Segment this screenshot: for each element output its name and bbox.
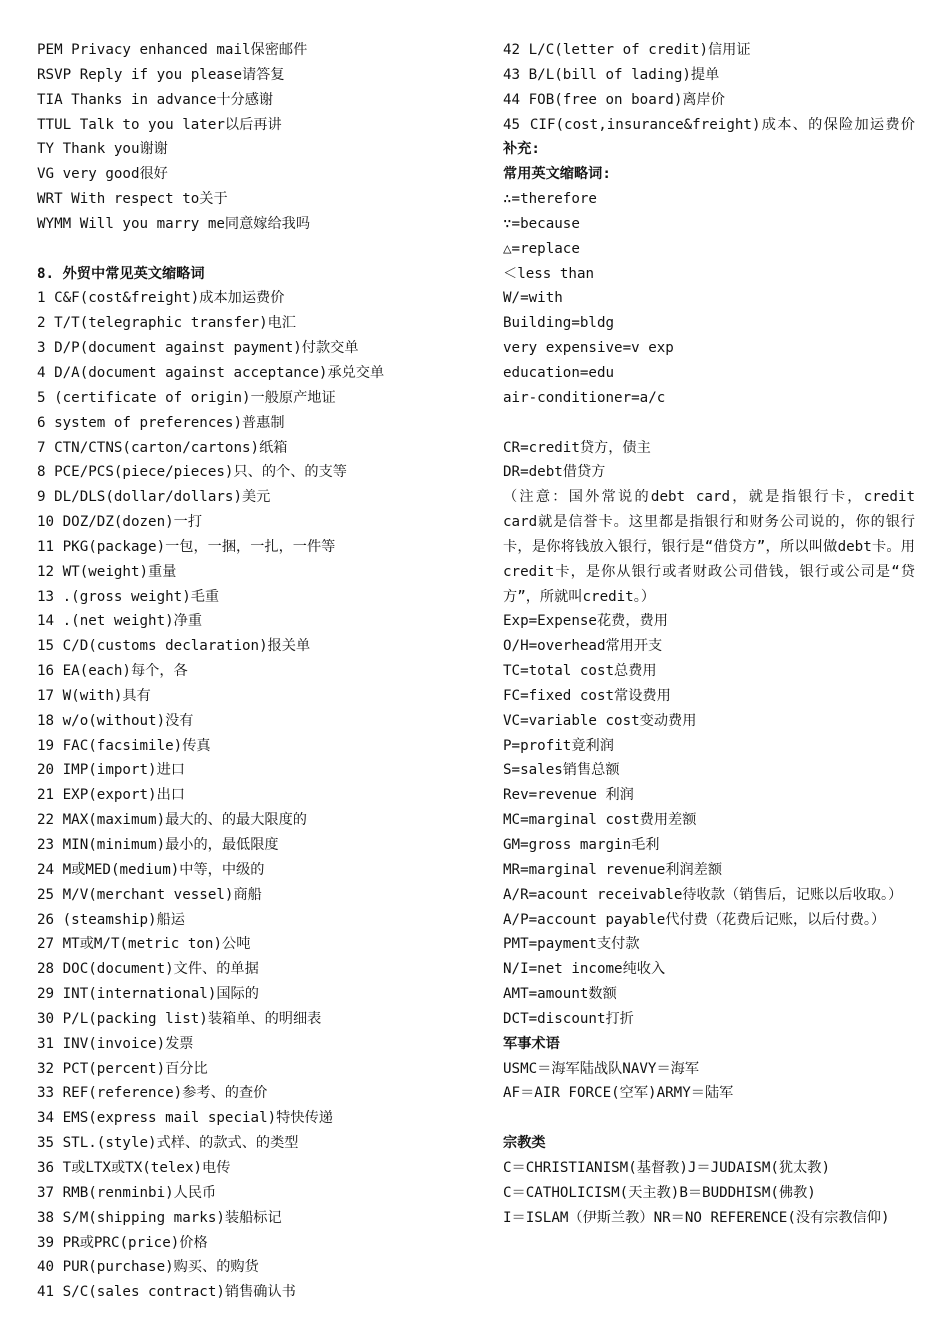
text-line <box>503 634 915 659</box>
text-line <box>503 932 915 957</box>
line-text: S=sales销售总额 <box>503 762 620 779</box>
line-text: 38 S/M(shipping marks)装船标记 <box>37 1209 282 1226</box>
line-text: 8. 外贸中常见英文缩略词 <box>37 265 205 282</box>
text-line <box>37 982 457 1007</box>
text-line <box>503 734 915 759</box>
text-line <box>503 113 915 163</box>
line-text: 30 P/L(packing list)装箱单、的明细表 <box>37 1010 322 1027</box>
blank-line <box>503 1106 915 1131</box>
text-line <box>503 659 915 684</box>
text-line <box>37 634 457 659</box>
text-line <box>37 436 457 461</box>
text-line <box>37 311 457 336</box>
line-text: 4 D/A(document against acceptance)承兑交单 <box>37 364 385 381</box>
text-line <box>503 212 915 237</box>
line-text: DCT=discount打折 <box>503 1010 634 1027</box>
section-heading <box>37 262 457 287</box>
line-text: C＝CATHOLICISM(天主教)B＝BUDDHISM(佛教) <box>503 1184 816 1201</box>
blank-line <box>37 237 457 262</box>
text-line <box>37 957 457 982</box>
text-line <box>37 460 457 485</box>
line-text: 39 PR或PRC(price)价格 <box>37 1234 208 1251</box>
line-text: Rev=revenue 利润 <box>503 787 634 804</box>
line-text: 14 .(net weight)净重 <box>37 613 203 630</box>
line-text: 24 M或MED(medium)中等，中级的 <box>37 861 265 878</box>
line-text: Building=bldg <box>503 315 615 332</box>
text-line <box>503 883 915 908</box>
text-line <box>37 336 457 361</box>
line-text: RSVP Reply if you please请答复 <box>37 66 285 83</box>
text-line <box>37 286 457 311</box>
text-line <box>503 982 915 1007</box>
line-text: C＝CHRISTIANISM(基督教)J＝JUDAISM(犹太教) <box>503 1159 831 1176</box>
text-line <box>37 783 457 808</box>
text-line <box>37 386 457 411</box>
line-text: 6 system of preferences)普惠制 <box>37 414 285 431</box>
text-line <box>37 361 457 386</box>
line-text: 8 PCE/PCS(piece/pieces)只、的个、的支等 <box>37 464 347 481</box>
line-text: 2 T/T(telegraphic transfer)电汇 <box>37 315 296 332</box>
text-line <box>37 1081 457 1106</box>
line-text: VG very good很好 <box>37 166 168 183</box>
line-text: I＝ISLAM（伊斯兰教）NR＝NO REFERENCE(没有宗教信仰) <box>503 1209 890 1226</box>
line-text: 22 MAX(maximum)最大的、的最大限度的 <box>37 812 307 829</box>
text-line <box>503 833 915 858</box>
line-text: DR=debt借贷方 <box>503 464 606 481</box>
line-text: air-conditioner=a/c <box>503 389 666 406</box>
text-line <box>37 1255 457 1280</box>
text-line <box>503 858 915 883</box>
text-line <box>503 262 915 287</box>
line-text: 43 B/L(bill of lading)提单 <box>503 66 720 83</box>
text-line <box>503 758 915 783</box>
text-line <box>503 460 915 485</box>
line-text: A/P=account payable代付费（花费后记账，以后付费。） <box>503 911 886 928</box>
text-line <box>503 38 915 63</box>
text-line <box>503 286 915 311</box>
line-text: 26 (steamship)船运 <box>37 911 185 928</box>
text-line <box>37 1231 457 1256</box>
line-text: 28 DOC(document)文件、的单据 <box>37 961 259 978</box>
line-text: 9 DL/DLS(dollar/dollars)美元 <box>37 489 271 506</box>
line-text: PEM Privacy enhanced mail保密邮件 <box>37 42 308 58</box>
text-line <box>503 609 915 634</box>
text-line <box>37 932 457 957</box>
line-text: USMC＝海军陆战队NAVY＝海军 <box>503 1060 700 1077</box>
text-line <box>503 1081 915 1106</box>
text-line <box>503 684 915 709</box>
text-line <box>503 1057 915 1082</box>
line-text: 7 CTN/CTNS(carton/cartons)纸箱 <box>37 439 288 456</box>
text-line <box>503 709 915 734</box>
text-line <box>37 1032 457 1057</box>
text-line <box>503 1007 915 1032</box>
line-text: 31 INV(invoice)发票 <box>37 1035 194 1052</box>
line-text: WRT With respect to关于 <box>37 191 228 208</box>
line-text: 19 FAC(facsimile)传真 <box>37 737 211 754</box>
text-line <box>37 808 457 833</box>
line-text: 29 INT(international)国际的 <box>37 986 259 1003</box>
text-line <box>37 187 457 212</box>
line-text: P=profit竟利润 <box>503 737 614 754</box>
line-text: AMT=amount数额 <box>503 986 617 1003</box>
line-text: 23 MIN(minimum)最小的，最低限度 <box>37 837 279 853</box>
line-text: 军事术语 <box>503 1035 560 1052</box>
text-line <box>37 485 457 510</box>
line-text: 13 .(gross weight)毛重 <box>37 588 220 605</box>
text-line <box>37 1206 457 1231</box>
line-text: TTUL Talk to you later以后再讲 <box>37 116 282 133</box>
line-text: △=replace <box>503 240 580 257</box>
text-line <box>37 212 457 237</box>
line-text: 42 L/C(letter of credit)信用证 <box>503 42 751 58</box>
line-text: 21 EXP(export)出口 <box>37 787 185 804</box>
text-line <box>503 187 915 212</box>
text-line <box>503 336 915 361</box>
line-text: TIA Thanks in advance十分感谢 <box>37 91 274 108</box>
text-line <box>37 734 457 759</box>
line-text: PMT=payment支付款 <box>503 936 640 953</box>
text-line <box>503 783 915 808</box>
line-text: VC=variable cost变动费用 <box>503 712 697 729</box>
line-text: 1 C&F(cost&freight)成本加运费价 <box>37 290 285 307</box>
right-column <box>503 38 915 1231</box>
text-line <box>37 858 457 883</box>
text-line <box>37 684 457 709</box>
text-line <box>37 883 457 908</box>
line-text: 35 STL.(style)式样、的款式、的类型 <box>37 1135 299 1152</box>
text-line <box>37 709 457 734</box>
line-text: 40 PUR(purchase)购买、的购货 <box>37 1259 259 1276</box>
text-line <box>37 1181 457 1206</box>
line-text: WYMM Will you marry me同意嫁给我吗 <box>37 215 311 232</box>
line-text: MC=marginal cost费用差额 <box>503 812 697 829</box>
text-line <box>503 436 915 461</box>
text-line <box>503 1181 915 1206</box>
text-line <box>37 585 457 610</box>
line-text: 37 RMB(renminbi)人民币 <box>37 1184 217 1201</box>
text-line <box>37 535 457 560</box>
line-text: ∵=because <box>503 215 580 232</box>
text-line <box>37 659 457 684</box>
text-line <box>503 957 915 982</box>
line-text: CR=credit贷方，债主 <box>503 439 651 456</box>
section-heading <box>503 1032 915 1057</box>
line-text: 32 PCT(percent)百分比 <box>37 1060 208 1077</box>
section-heading <box>503 162 915 187</box>
text-line <box>37 1057 457 1082</box>
text-line <box>37 63 457 88</box>
text-line <box>37 137 457 162</box>
section-heading <box>503 1131 915 1156</box>
line-text: ＜less than <box>503 265 595 282</box>
line-text: FC=fixed cost常设费用 <box>503 687 671 704</box>
inline-heading: 补充: <box>503 141 540 158</box>
text-line <box>503 63 915 88</box>
text-line <box>37 1280 457 1305</box>
line-text: TC=total cost总费用 <box>503 663 657 680</box>
text-line <box>37 38 457 63</box>
line-text: very expensive=v exp <box>503 340 674 357</box>
text-line <box>37 560 457 585</box>
text-line <box>503 311 915 336</box>
line-text: TY Thank you谢谢 <box>37 141 168 158</box>
text-line <box>37 1156 457 1181</box>
text-line <box>37 162 457 187</box>
line-text: Exp=Expense花费，费用 <box>503 613 668 630</box>
left-column <box>37 38 457 1305</box>
line-text: 15 C/D(customs declaration)报关单 <box>37 638 311 655</box>
text-line <box>37 833 457 858</box>
text-line <box>503 908 915 933</box>
line-text: 44 FOB(free on board)离岸价 <box>503 91 725 108</box>
text-line <box>503 808 915 833</box>
line-text: （注意：国外常说的debt card，就是指银行卡，credit card就是信誉卡。这里都是指银行和财务公司说的，你的银行卡，是你将钱放入银行，银行是“借贷方”，所以叫做debt卡。用credit卡，是你从银行或者财政公司借钱，银行或公司是“贷方”，所就叫credit。） <box>503 489 915 605</box>
line-text: 41 S/C(sales contract)销售确认书 <box>37 1284 296 1301</box>
line-text: A/R=acount receivable待收款（销售后，记账以后收取。） <box>503 886 903 903</box>
line-text: 36 T或LTX或TX(telex)电传 <box>37 1159 231 1176</box>
line-text: 11 PKG(package)一包，一捆，一扎，一件等 <box>37 538 336 555</box>
line-text: 27 MT或M/T(metric ton)公吨 <box>37 936 251 953</box>
text-line <box>37 758 457 783</box>
line-text: 25 M/V(merchant vessel)商船 <box>37 886 262 903</box>
text-line <box>37 609 457 634</box>
line-text: GM=gross margin毛利 <box>503 837 660 853</box>
line-text: 3 D/P(document against payment)付款交单 <box>37 340 359 357</box>
text-line <box>37 411 457 436</box>
text-line <box>503 485 915 609</box>
text-line <box>37 1131 457 1156</box>
line-text: 16 EA(each)每个，各 <box>37 663 188 680</box>
text-line <box>503 386 915 411</box>
line-text: 17 W(with)具有 <box>37 687 151 704</box>
text-line <box>37 1106 457 1131</box>
line-text: 45 CIF(cost,insurance&freight)成本、的保险加运费价 <box>503 116 915 133</box>
line-text: 18 w/o(without)没有 <box>37 712 194 729</box>
line-text: ∴=therefore <box>503 191 597 208</box>
line-text: MR=marginal revenue利润差额 <box>503 861 723 878</box>
line-text: 宗教类 <box>503 1135 546 1152</box>
text-line <box>503 88 915 113</box>
text-line <box>37 510 457 535</box>
text-line <box>503 1206 915 1231</box>
text-line <box>503 237 915 262</box>
text-line <box>37 88 457 113</box>
line-text: W/=with <box>503 290 563 307</box>
line-text: 常用英文缩略词: <box>503 166 611 183</box>
text-line <box>503 361 915 386</box>
text-line <box>503 1156 915 1181</box>
line-text: 12 WT(weight)重量 <box>37 563 177 580</box>
blank-line <box>503 411 915 436</box>
text-line <box>37 113 457 138</box>
text-line <box>37 908 457 933</box>
line-text: 5 (certificate of origin)一般原产地证 <box>37 389 336 406</box>
line-text: AF＝AIR FORCE(空军)ARMY＝陆军 <box>503 1085 734 1102</box>
line-text: education=edu <box>503 364 615 381</box>
line-text: N/I=net income纯收入 <box>503 961 666 978</box>
text-line <box>37 1007 457 1032</box>
line-text: 10 DOZ/DZ(dozen)一打 <box>37 514 203 531</box>
line-text: O/H=overhead常用开支 <box>503 638 663 655</box>
line-text: 20 IMP(import)进口 <box>37 762 185 779</box>
line-text: 34 EMS(express mail special)特快传递 <box>37 1110 333 1127</box>
line-text: 33 REF(reference)参考、的查价 <box>37 1085 268 1102</box>
